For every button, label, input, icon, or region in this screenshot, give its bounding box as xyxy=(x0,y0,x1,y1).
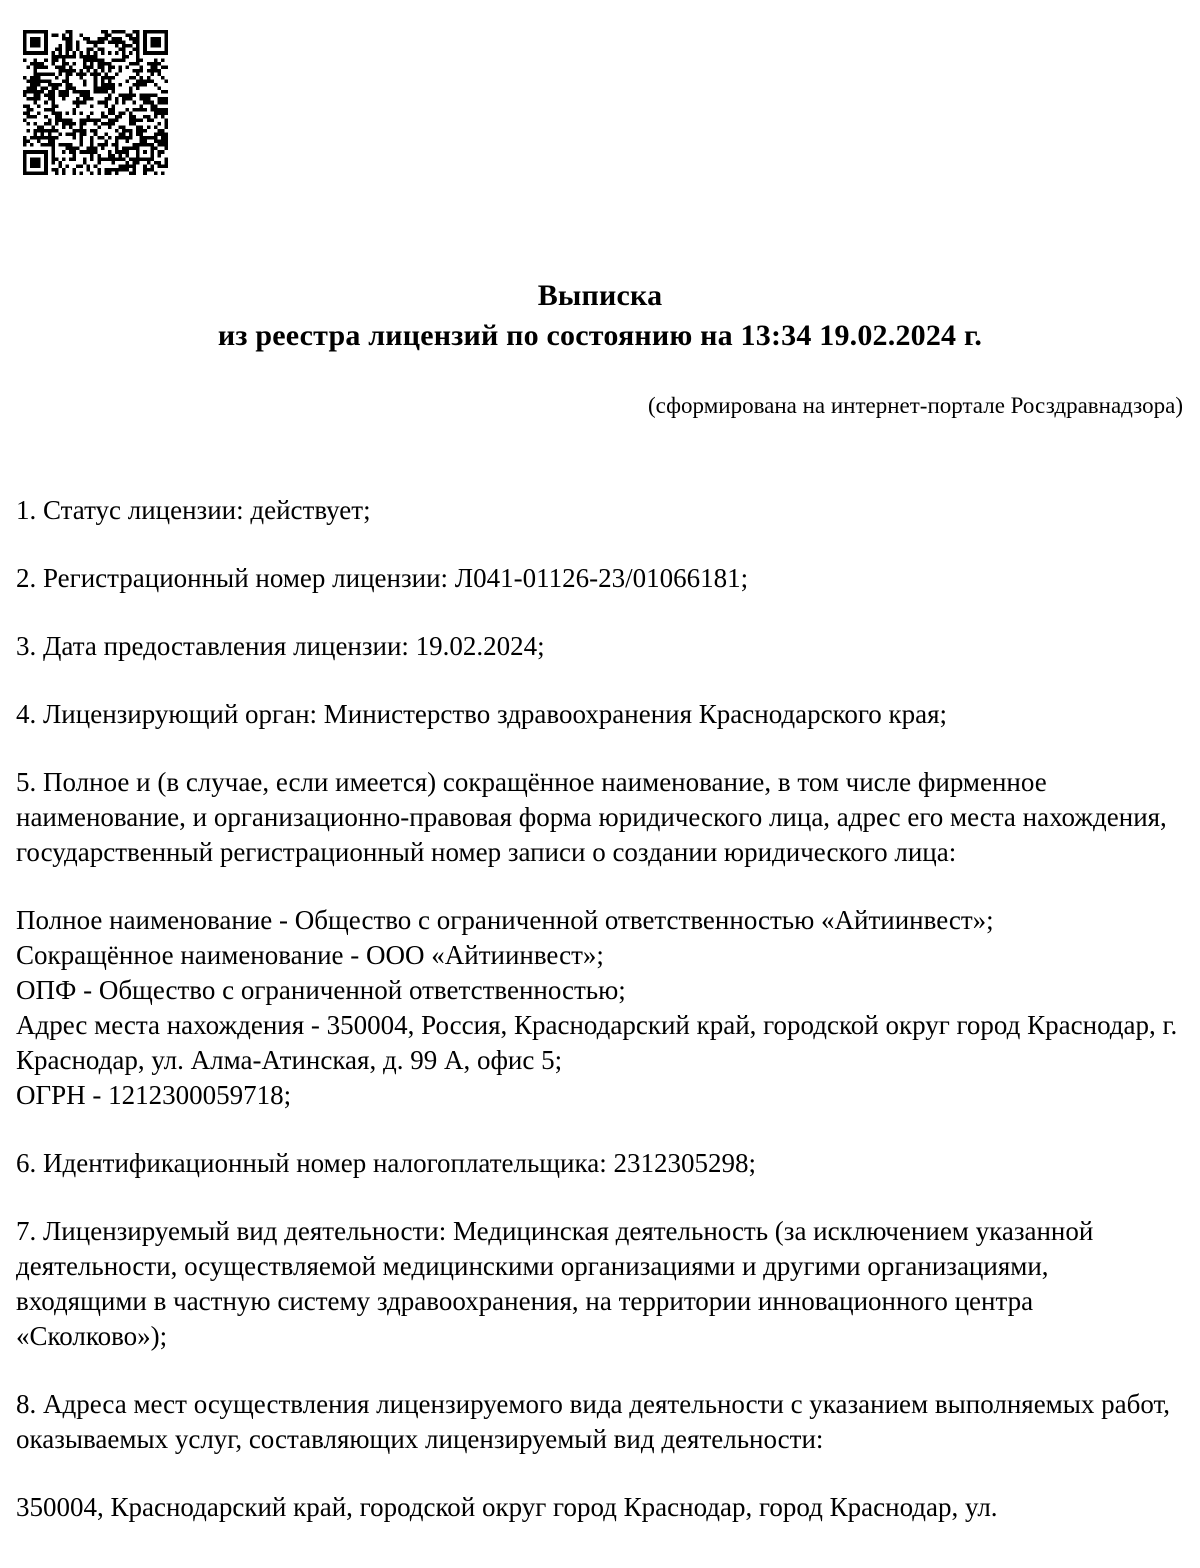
title-line-1: Выписка xyxy=(537,279,663,312)
org-opf-line: ОПФ - Общество с ограниченной ответственностью; xyxy=(16,975,626,1005)
paragraph-license-status: 1. Статус лицензии: действует; xyxy=(16,495,371,525)
paragraph-licensed-activity: 7. Лицензируемый вид деятельности: Медицинская деятельность (за исключением указанной деятельности, осуществляемой медицинскими организациями и другими организациями, входящими в частную систему здравоохранения, на территории инновационного центра «Сколково»); xyxy=(16,1216,1094,1351)
org-short-name-line: Сокращённое наименование - ООО «Айтиинвест»; xyxy=(16,940,604,970)
paragraph-licensing-authority: 4. Лицензирующий орган: Министерство здравоохранения Краснодарского края; xyxy=(16,699,948,729)
document-body xyxy=(0,493,1200,1525)
paragraph-activity-address: 350004, Краснодарский край, городской округ город Краснодар, город Краснодар, ул. xyxy=(16,1492,998,1522)
org-full-name-line: Полное наименование - Общество с ограниченной ответственностью «Айтиинвест»; xyxy=(16,905,994,935)
paragraph-inn: 6. Идентификационный номер налогоплательщика: 2312305298; xyxy=(16,1148,756,1178)
paragraph-org-info-heading: 5. Полное и (в случае, если имеется) сокращённое наименование, в том числе фирменное наименование, и организационно-правовая форма юридического лица, адрес его места нахождения, государственный регистрационный номер записи о создании юридического лица: xyxy=(16,767,1167,867)
org-address-line: Адрес места нахождения - 350004, Россия, Краснодарский край, городской округ город Краснодар, г. Краснодар, ул. Алма-Атинская, д. 99 А, офис 5; xyxy=(16,1010,1178,1075)
qr-code-icon xyxy=(23,30,168,175)
paragraph-activity-addresses-heading: 8. Адреса мест осуществления лицензируемого вида деятельности с указанием выполняемых работ, оказываемых услуг, составляющих лицензируемый вид деятельности: xyxy=(16,1389,1171,1454)
formed-note: (сформирована на интернет-портале Росздравнадзора) xyxy=(648,393,1183,418)
page-title xyxy=(0,276,1200,356)
title-line-2: из реестра лицензий по состоянию на 13:34 19.02.2024 г. xyxy=(217,319,983,352)
paragraph-registration-number: 2. Регистрационный номер лицензии: Л041-01126-23/01066181; xyxy=(16,563,749,593)
org-ogrn-line: ОГРН - 1212300059718; xyxy=(16,1080,292,1110)
paragraph-org-details xyxy=(16,903,1184,1113)
paragraph-grant-date: 3. Дата предоставления лицензии: 19.02.2024; xyxy=(16,631,545,661)
